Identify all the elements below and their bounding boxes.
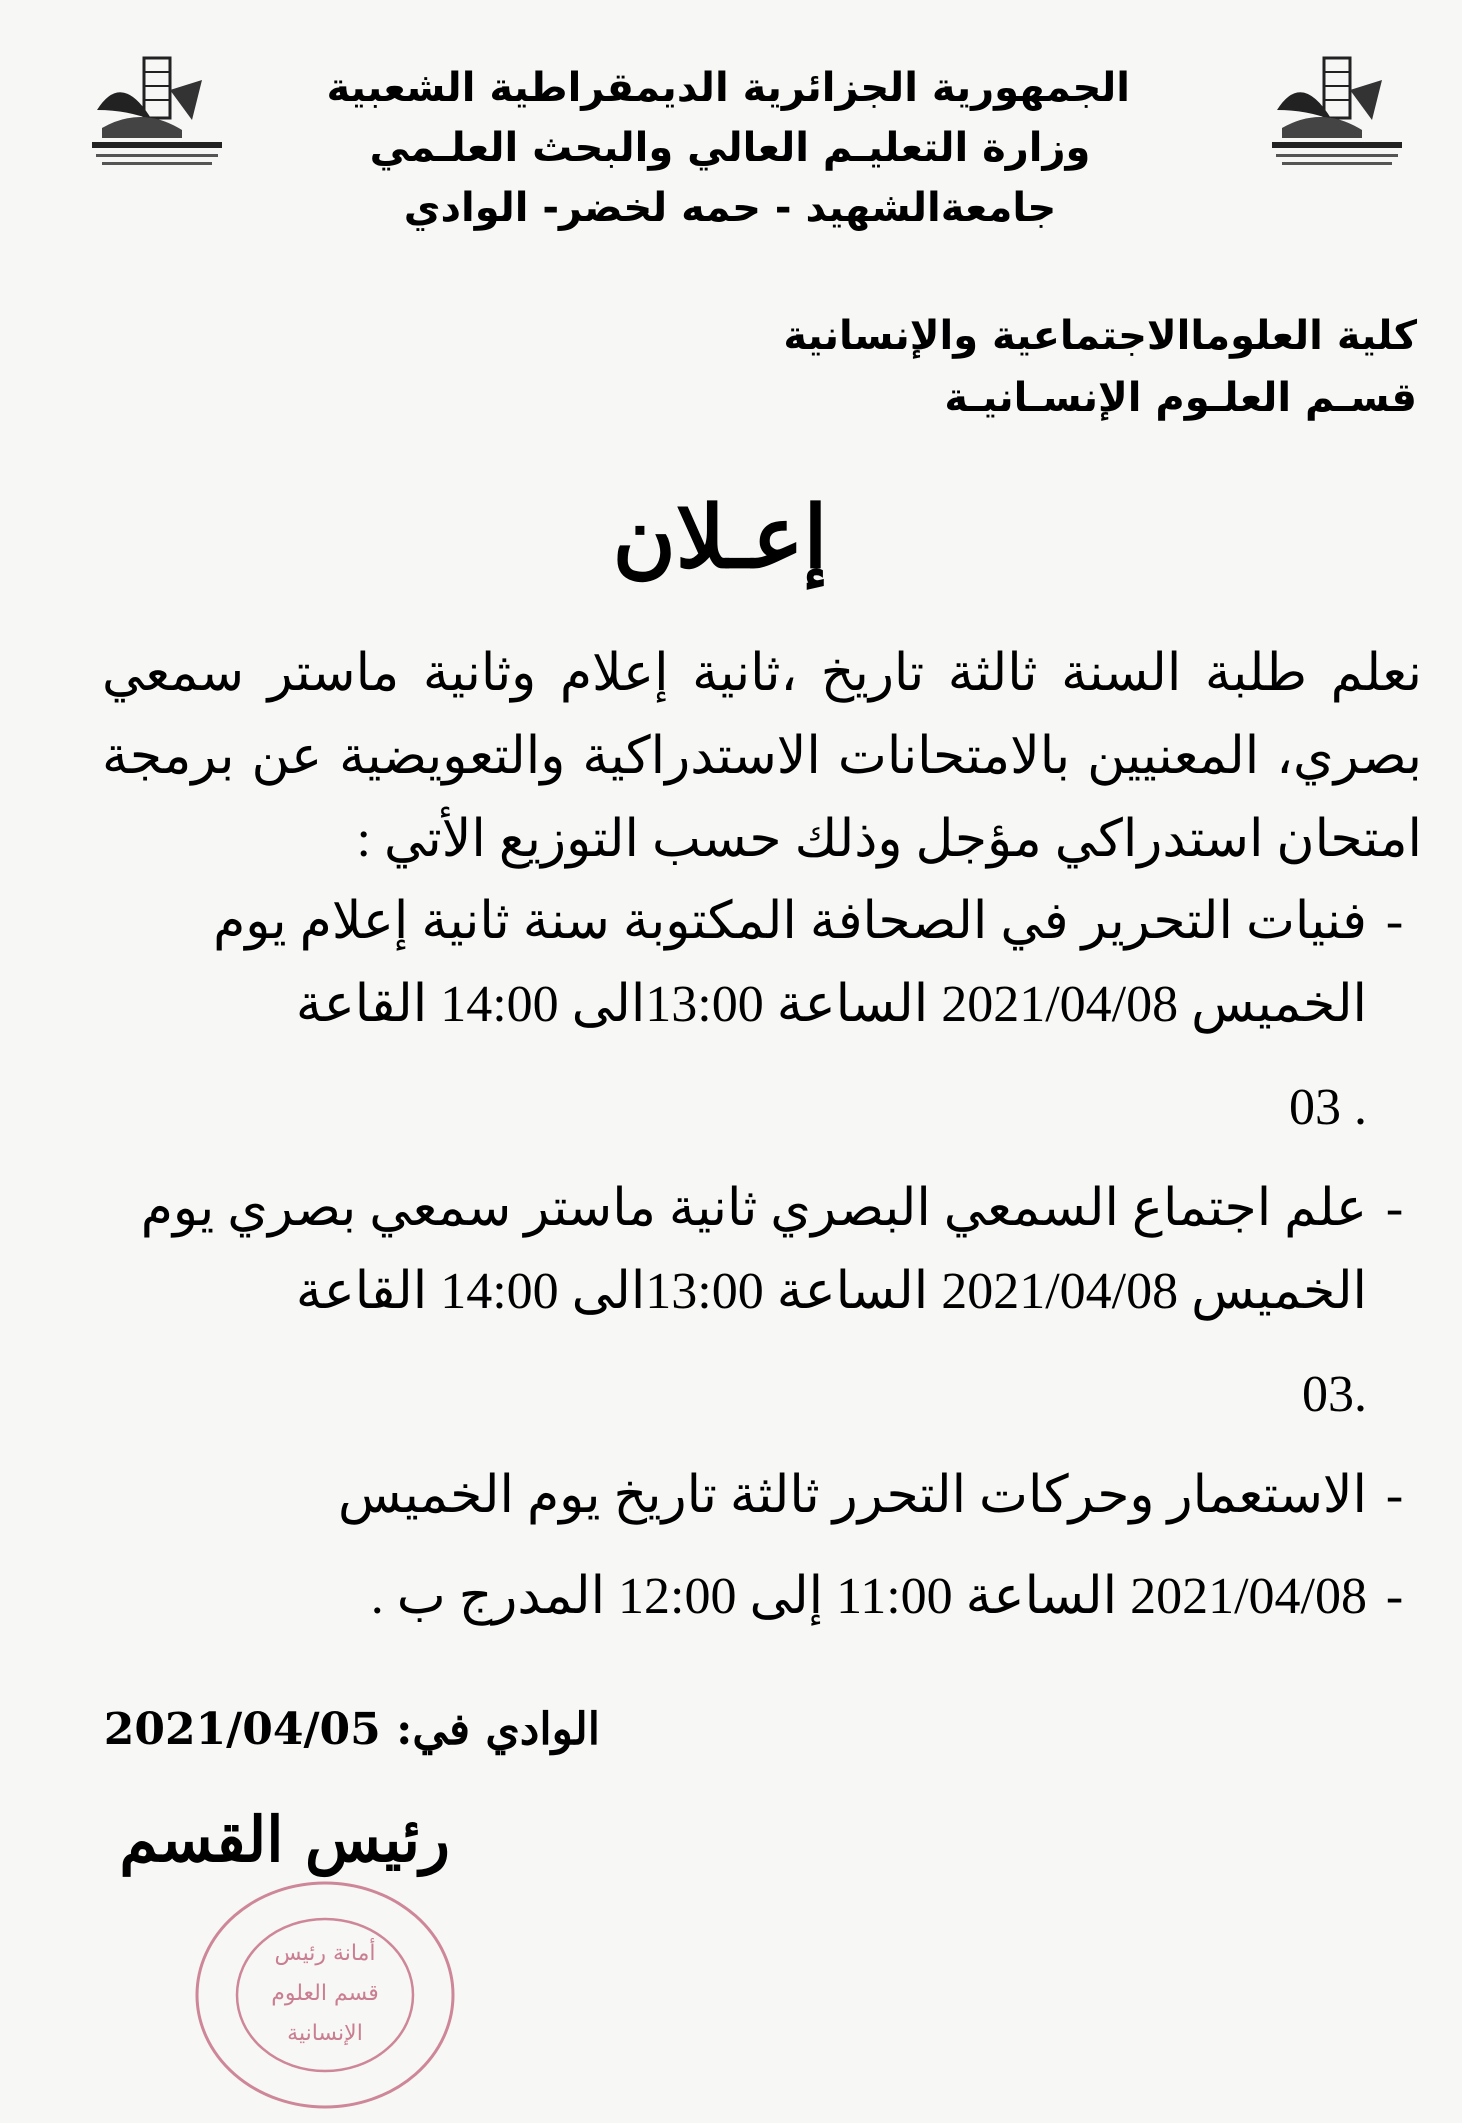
department-name: قسـم العلـوم الإنسـانيـة [944, 375, 1417, 421]
faculty-block [717, 305, 1417, 429]
list-bullet: - [1385, 1180, 1404, 1237]
signature-title: رئيس القسم [119, 1803, 450, 1876]
announcement-title: إعـلان [612, 487, 828, 588]
header-republic: الجمهورية الجزائرية الديمقراطية الشعبية [326, 65, 1130, 111]
department-stamp [190, 1875, 460, 2115]
stamp-line1: أمانة رئيس [274, 1941, 376, 1966]
header-ministry: وزارة التعليـم العالي والبحث العلـمي [369, 125, 1091, 171]
list-item [102, 880, 1422, 1149]
stamp-line2: قسم العلوم [271, 1981, 379, 2006]
announcement-body [102, 632, 1422, 881]
header-university: جامعةالشهيد - حمه لخضر- الوادي [403, 185, 1057, 231]
item-tail: . 03 [1289, 1079, 1367, 1136]
list-bullet: - [1385, 1568, 1404, 1625]
university-logo-right [1262, 50, 1412, 180]
item-text: 2021/04/08 الساعة 11:00 إلى 12:00 المدرج ب . [370, 1568, 1367, 1625]
place-date: الوادي في: 2021/04/05 [103, 1704, 600, 1755]
list-item [102, 1167, 1422, 1436]
item-tail: .03 [1302, 1366, 1367, 1423]
item-text: فنيات التحرير في الصحافة المكتوبة سنة ثانية إعلام يوم الخميس 2021/04/08 الساعة 13:00الى 14:00 القاعة [213, 893, 1367, 1033]
list-bullet: - [1385, 1467, 1404, 1524]
stamp-icon [190, 1875, 460, 2115]
university-logo-icon [82, 50, 232, 180]
item-text: الاستعمار وحركات التحرر ثالثة تاريخ يوم الخميس [338, 1467, 1367, 1524]
exam-schedule-list [102, 880, 1422, 1638]
stamp-line3: الإنسانية [287, 2021, 363, 2046]
university-logo-left [82, 50, 232, 180]
university-logo-icon [1262, 50, 1412, 180]
list-item [102, 1555, 1422, 1638]
list-bullet: - [1385, 893, 1404, 950]
document-header [326, 58, 1130, 238]
list-item [102, 1454, 1422, 1537]
faculty-name: كلية العلوماالاجتماعية والإنسانية [783, 313, 1417, 359]
item-text: علم اجتماع السمعي البصري ثانية ماستر سمعي بصري يوم الخميس 2021/04/08 الساعة 13:00الى 14:00 القاعة [140, 1180, 1367, 1320]
announcement-intro: نعلم طلبة السنة ثالثة تاريخ ،ثانية إعلام وثانية ماستر سمعي بصري، المعنيين بالامتحانات الاستدراكية والتعويضية عن برمجة امتحان استدراكي مؤجل وذلك حسب التوزيع الأتي : [102, 645, 1422, 868]
